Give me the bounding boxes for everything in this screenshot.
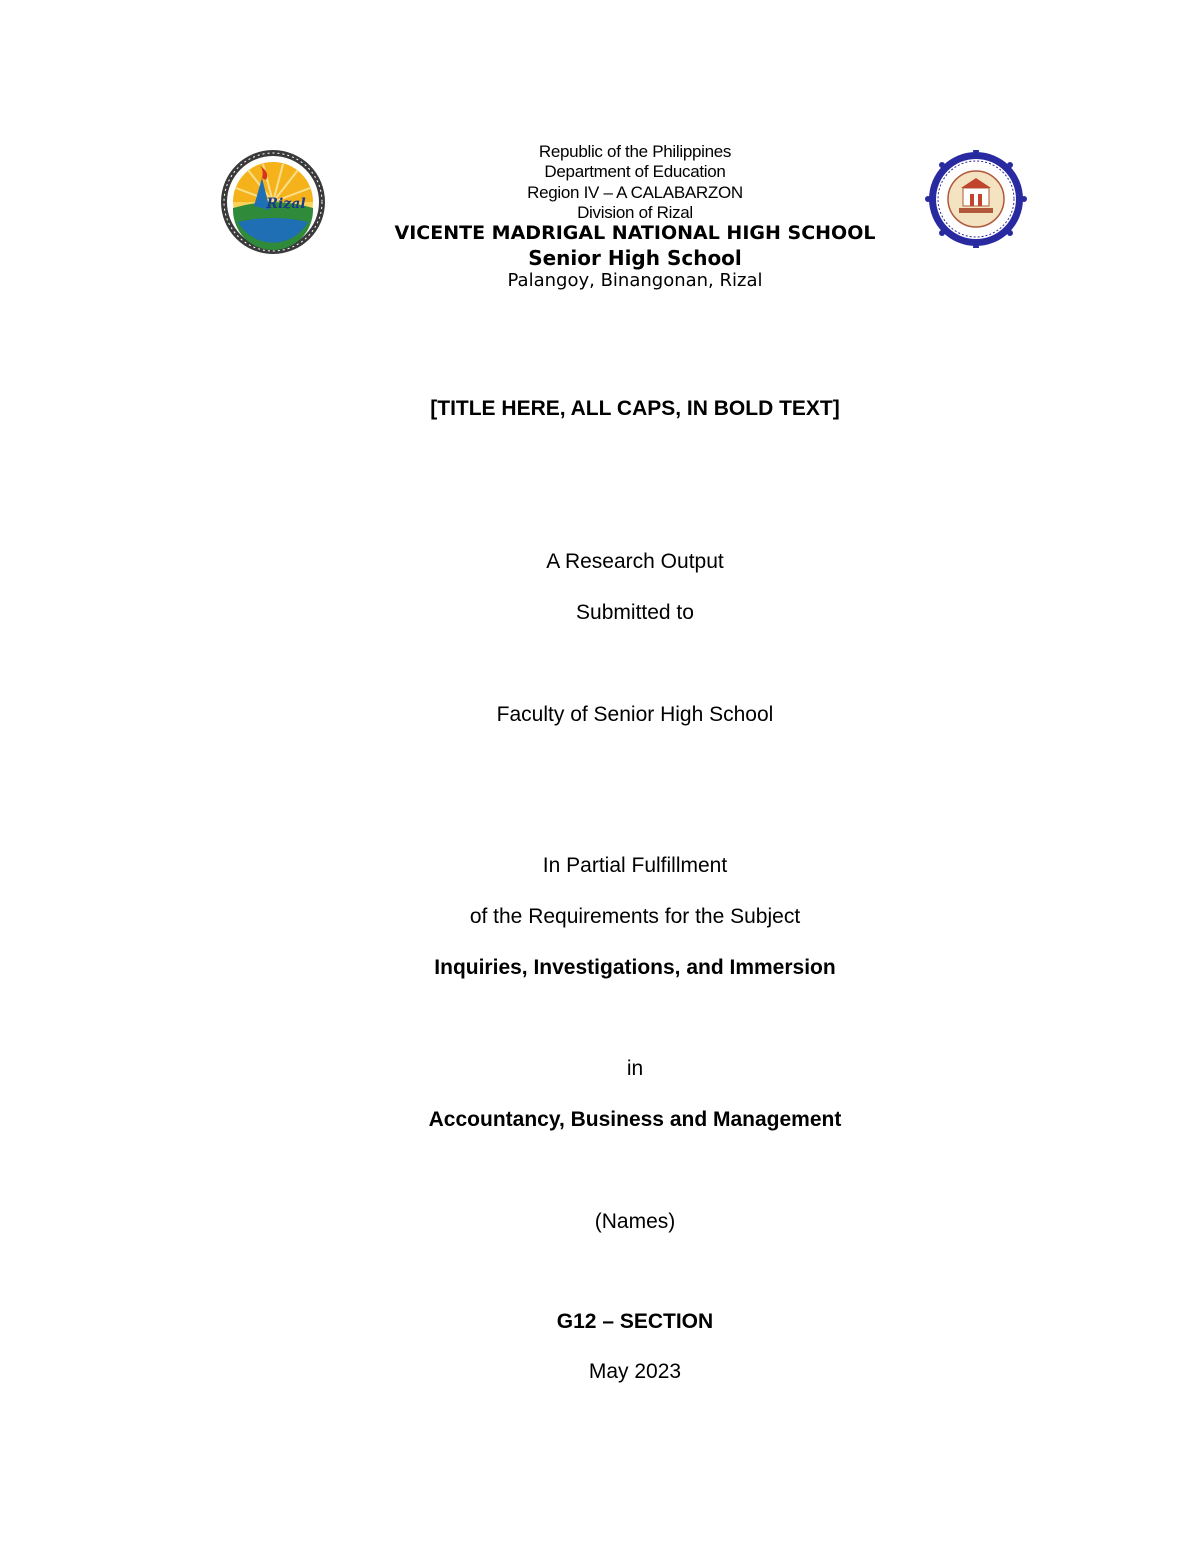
partial-fulfillment-label: In Partial Fulfillment — [542, 854, 728, 877]
submitted-to-label: Submitted to — [576, 601, 694, 624]
requirements-label: of the Requirements for the Subject — [469, 905, 801, 928]
date-label: May 2023 — [588, 1360, 682, 1383]
division-line: Division of Rizal — [577, 203, 693, 222]
department-line: Department of Education — [544, 162, 726, 181]
region-line: Region IV – A CALABARZON — [527, 183, 743, 202]
school-name: VICENTE MADRIGAL NATIONAL HIGH SCHOOL — [394, 222, 876, 244]
school-address: Palangoy, Binangonan, Rizal — [507, 270, 763, 291]
research-title: [TITLE HERE, ALL CAPS, IN BOLD TEXT] — [430, 397, 840, 420]
research-output-label: A Research Output — [546, 550, 724, 573]
faculty-label: Faculty of Senior High School — [496, 703, 774, 726]
senior-high-school-label: Senior High School — [528, 246, 742, 270]
names-placeholder: (Names) — [594, 1210, 676, 1233]
section-label: G12 – SECTION — [556, 1310, 714, 1333]
in-label: in — [626, 1057, 644, 1080]
republic-line: Republic of the Philippines — [538, 142, 732, 161]
seal-rizal-text: Rizal — [266, 196, 306, 212]
subject-name: Inquiries, Investigations, and Immersion — [434, 956, 836, 979]
strand-name: Accountancy, Business and Management — [428, 1108, 842, 1131]
